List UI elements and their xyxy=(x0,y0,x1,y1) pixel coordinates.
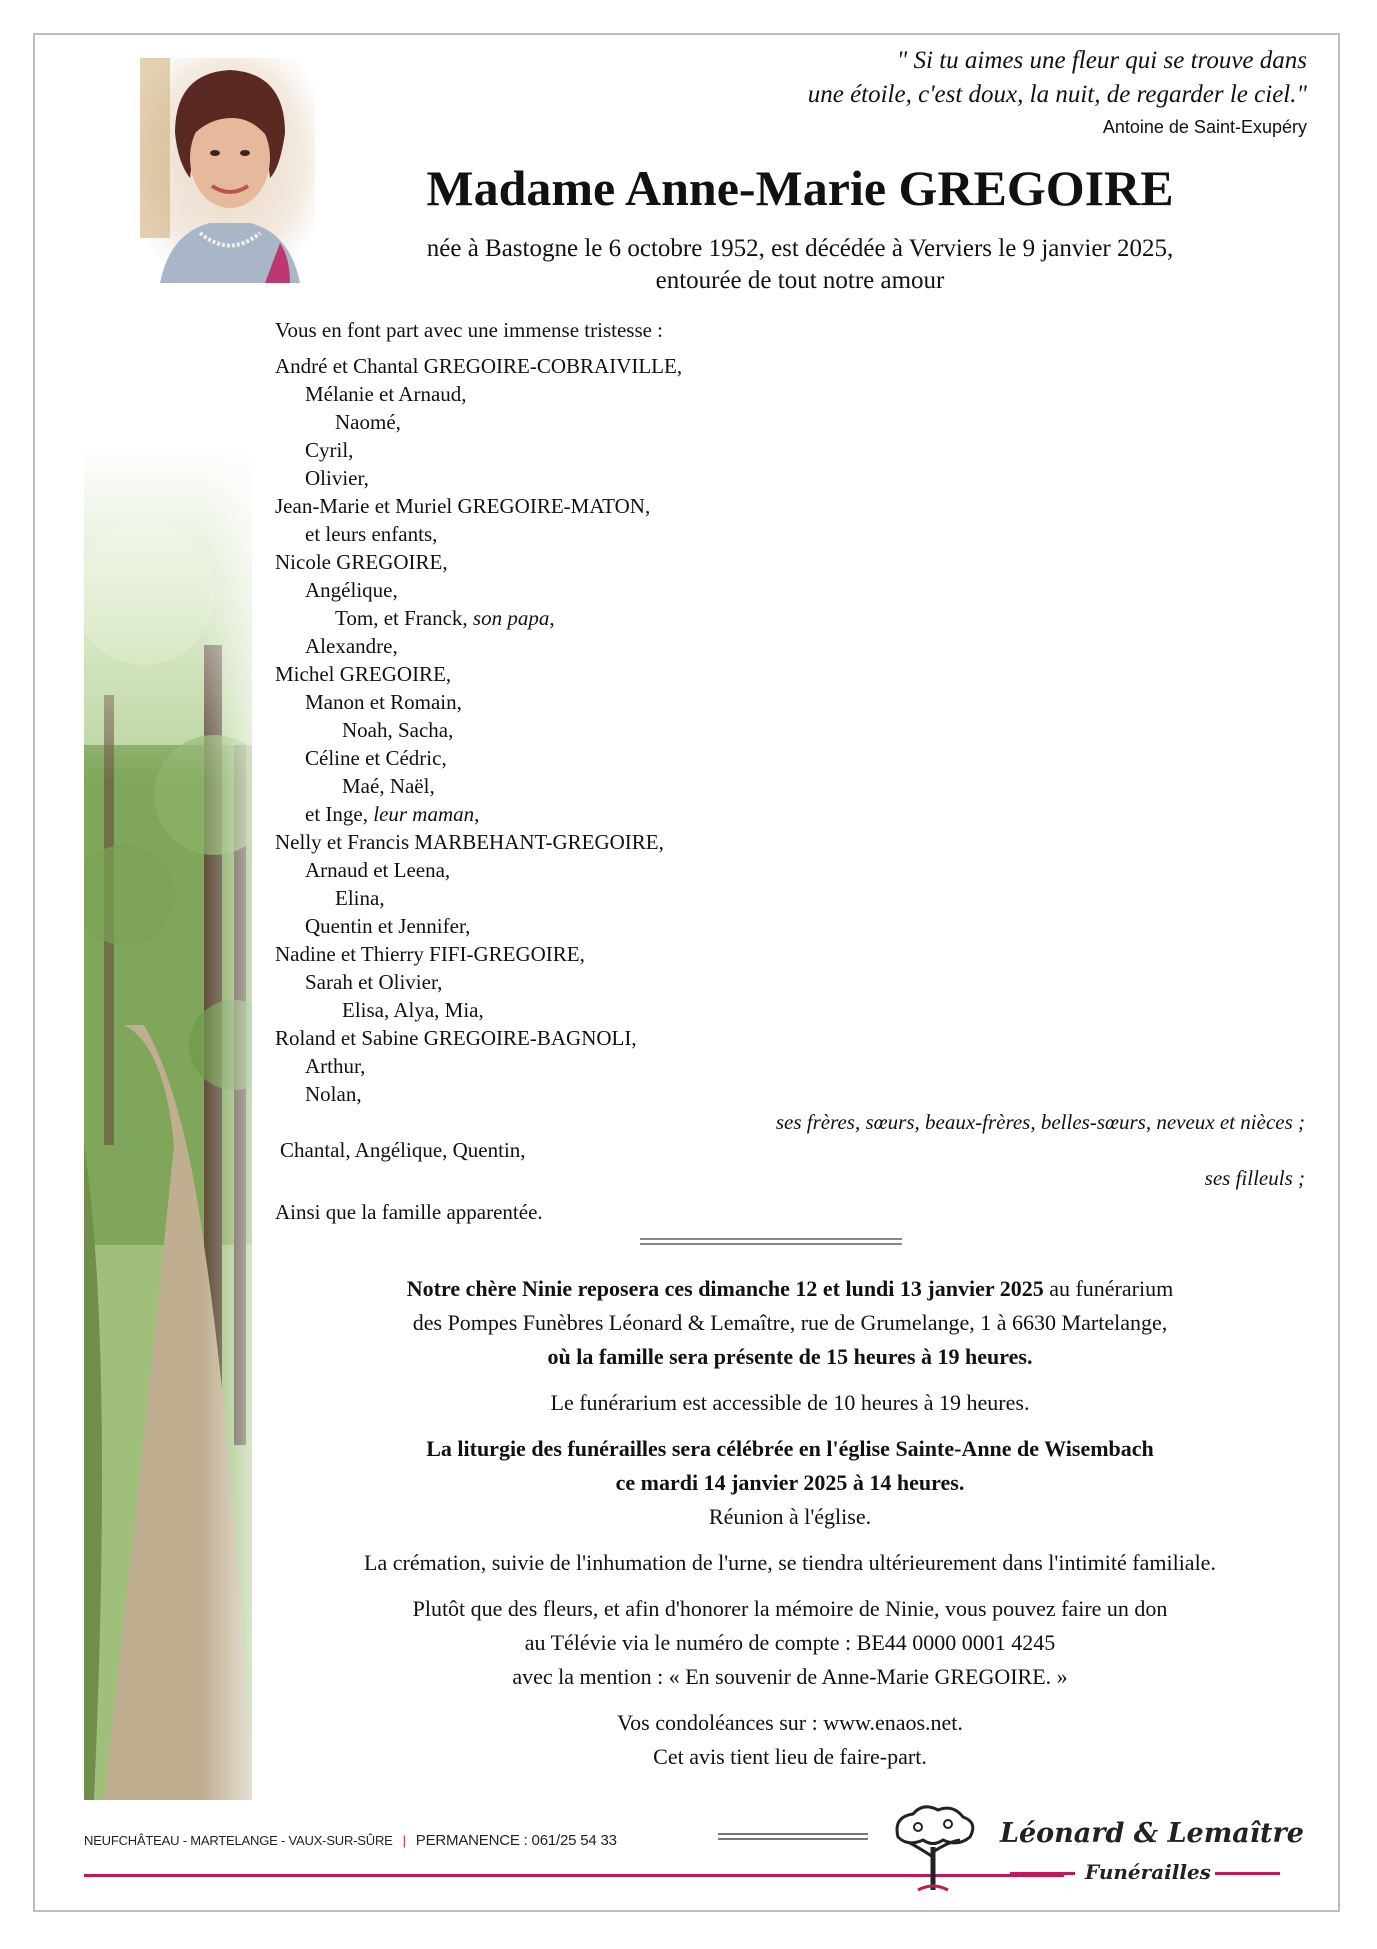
brand-name: Léonard & Lemaître xyxy=(1000,1818,1304,1849)
tree-logo-icon xyxy=(888,1802,978,1892)
quote-line-2: une étoile, c'est doux, la nuit, de regarder le ciel." xyxy=(807,81,1307,108)
visitation-dates: Notre chère Ninie reposera ces dimanche 12 et lundi 13 janvier 2025 xyxy=(406,1276,1044,1301)
family-member-text: Michel GREGOIRE, xyxy=(275,662,452,686)
family-member-text: Alexandre, xyxy=(305,634,398,658)
family-member-text: Olivier, xyxy=(305,466,369,490)
family-member-line xyxy=(275,660,1305,688)
family-member-line xyxy=(275,800,1305,828)
family-member-text: et leurs enfants, xyxy=(305,522,438,546)
family-member-line xyxy=(275,1052,1305,1080)
donation-line-1: Plutôt que des fleurs, et afin d'honorer la mémoire de Ninie, vous pouvez faire un don xyxy=(412,1596,1168,1621)
family-member-line xyxy=(275,856,1305,884)
family-member-line xyxy=(275,576,1305,604)
family-member-text: Nadine et Thierry FIFI-GREGOIRE, xyxy=(275,942,585,966)
family-list xyxy=(275,316,1305,1226)
footer-separator: | xyxy=(402,1833,406,1848)
family-member-line xyxy=(275,940,1305,968)
funeral-home-address: des Pompes Funèbres Léonard & Lemaître, rue de Grumelange, 1 à 6630 Martelange, xyxy=(412,1310,1168,1335)
family-members xyxy=(275,352,1305,1108)
meeting-note: Réunion à l'église. xyxy=(708,1504,872,1529)
family-member-line xyxy=(275,352,1305,380)
family-member-line xyxy=(275,492,1305,520)
family-member-line xyxy=(275,744,1305,772)
family-member-text: Tom, et Franck, xyxy=(335,606,473,630)
family-member-text: Nelly et Francis MARBEHANT-GREGOIRE, xyxy=(275,830,664,854)
condolences-paragraph xyxy=(270,1706,1310,1774)
epigraph-quote xyxy=(607,44,1307,112)
family-member-text: Nolan, xyxy=(305,1082,362,1106)
surrounded-line: entourée de tout notre amour xyxy=(655,267,945,294)
family-member-text: Céline et Cédric, xyxy=(305,746,447,770)
godchildren-list: Chantal, Angélique, Quentin, xyxy=(280,1138,526,1162)
visitation-place-start: au funérarium xyxy=(1043,1276,1174,1301)
liturgy-paragraph xyxy=(270,1432,1310,1534)
footer-permanence: PERMANENCE : 061/25 54 33 xyxy=(415,1832,617,1849)
donation-paragraph xyxy=(270,1592,1310,1694)
family-member-line xyxy=(275,548,1305,576)
family-member-line xyxy=(275,464,1305,492)
liturgy-location: La liturgie des funérailles sera célébrée en l'église Sainte-Anne de Wisembach xyxy=(426,1436,1154,1461)
family-member-text: Sarah et Olivier, xyxy=(305,970,443,994)
family-member-line xyxy=(275,520,1305,548)
birth-death-info xyxy=(300,233,1300,297)
family-member-text: Roland et Sabine GREGOIRE-BAGNOLI, xyxy=(275,1026,637,1050)
family-member-line xyxy=(275,716,1305,744)
family-presence-hours: où la famille sera présente de 15 heures à 19 heures. xyxy=(547,1344,1033,1369)
family-member-text: Naomé, xyxy=(335,410,401,434)
family-member-line xyxy=(275,1080,1305,1108)
portrait-photo xyxy=(140,58,315,283)
family-member-line xyxy=(275,380,1305,408)
family-member-text: Angélique, xyxy=(305,578,398,602)
family-member-punct: , xyxy=(549,606,555,630)
family-member-text: Nicole GREGOIRE, xyxy=(275,550,448,574)
family-member-line xyxy=(275,968,1305,996)
family-member-text: Quentin et Jennifer, xyxy=(305,914,471,938)
brand-accent-left xyxy=(1010,1872,1075,1875)
funeral-home-hours: Le funérarium est accessible de 10 heures à 19 heures. xyxy=(550,1390,1030,1415)
cremation-note: La crémation, suivie de l'inhumation de l'urne, se tiendra ultérieurement dans l'intimité familiale. xyxy=(364,1550,1216,1575)
family-member-line xyxy=(275,772,1305,800)
family-member-line xyxy=(275,408,1305,436)
deceased-name: Madame Anne-Marie GREGOIRE xyxy=(426,160,1174,216)
family-member-text: Maé, Naël, xyxy=(342,774,435,798)
donation-account: au Télévie via le numéro de compte : BE44 0000 0001 4245 xyxy=(524,1630,1056,1655)
family-member-text: Elisa, Alya, Mia, xyxy=(342,998,484,1022)
quote-author: Antoine de Saint-Exupéry xyxy=(1102,117,1307,137)
family-member-text: Noah, Sacha, xyxy=(342,718,454,742)
forest-path-image xyxy=(84,445,252,1800)
family-member-text: André et Chantal GREGOIRE-COBRAIVILLE, xyxy=(275,354,683,378)
family-member-text: Cyril, xyxy=(305,438,354,462)
footer-divider xyxy=(718,1833,868,1840)
family-member-line xyxy=(275,1024,1305,1052)
condolences-link[interactable]: Vos condoléances sur : www.enaos.net. xyxy=(617,1710,963,1735)
godchildren-note: ses filleuls ; xyxy=(1204,1166,1305,1190)
siblings-note: ses frères, sœurs, beaux-frères, belles-sœurs, neveux et nièces ; xyxy=(775,1110,1305,1134)
family-member-line xyxy=(275,996,1305,1024)
family-member-line xyxy=(275,436,1305,464)
family-member-role: son papa xyxy=(472,606,550,630)
quote-line-1: " Si tu aimes une fleur qui se trouve dans xyxy=(896,47,1307,74)
family-intro: Vous en font part avec une immense tristesse : xyxy=(275,318,664,342)
family-member-text: Arnaud et Leena, xyxy=(305,858,451,882)
donation-mention: avec la mention : « En souvenir de Anne-Marie GREGOIRE. » xyxy=(512,1664,1068,1689)
family-member-line xyxy=(275,604,1305,632)
family-member-line xyxy=(275,828,1305,856)
birth-death-line: née à Bastogne le 6 octobre 1952, est décédée à Verviers le 9 janvier 2025, xyxy=(426,235,1174,262)
brand-subtitle: Funérailles xyxy=(1085,1860,1211,1884)
brand-accent-right xyxy=(1215,1872,1280,1875)
family-member-text: Elina, xyxy=(335,886,385,910)
extended-family-line: Ainsi que la famille apparentée. xyxy=(275,1200,543,1224)
section-divider xyxy=(640,1238,902,1245)
family-member-line xyxy=(275,688,1305,716)
ceremony-info xyxy=(270,1272,1310,1786)
family-member-role: leur maman xyxy=(373,802,475,826)
family-member-text: Jean-Marie et Muriel GREGOIRE-MATON, xyxy=(275,494,651,518)
family-member-line xyxy=(275,912,1305,940)
footer-contact xyxy=(84,1832,617,1849)
family-member-line xyxy=(275,632,1305,660)
family-member-text: Manon et Romain, xyxy=(305,690,462,714)
family-member-punct: , xyxy=(474,802,480,826)
family-member-line xyxy=(275,884,1305,912)
footer-locations: NEUFCHÂTEAU - MARTELANGE - VAUX-SUR-SÛRE xyxy=(84,1833,393,1848)
family-member-text: Mélanie et Arnaud, xyxy=(305,382,467,406)
visitation-paragraph xyxy=(270,1272,1310,1374)
family-member-text: Arthur, xyxy=(305,1054,366,1078)
liturgy-date: ce mardi 14 janvier 2025 à 14 heures. xyxy=(615,1470,965,1495)
notice-statement: Cet avis tient lieu de faire-part. xyxy=(653,1744,927,1769)
family-member-text: et Inge, xyxy=(305,802,374,826)
